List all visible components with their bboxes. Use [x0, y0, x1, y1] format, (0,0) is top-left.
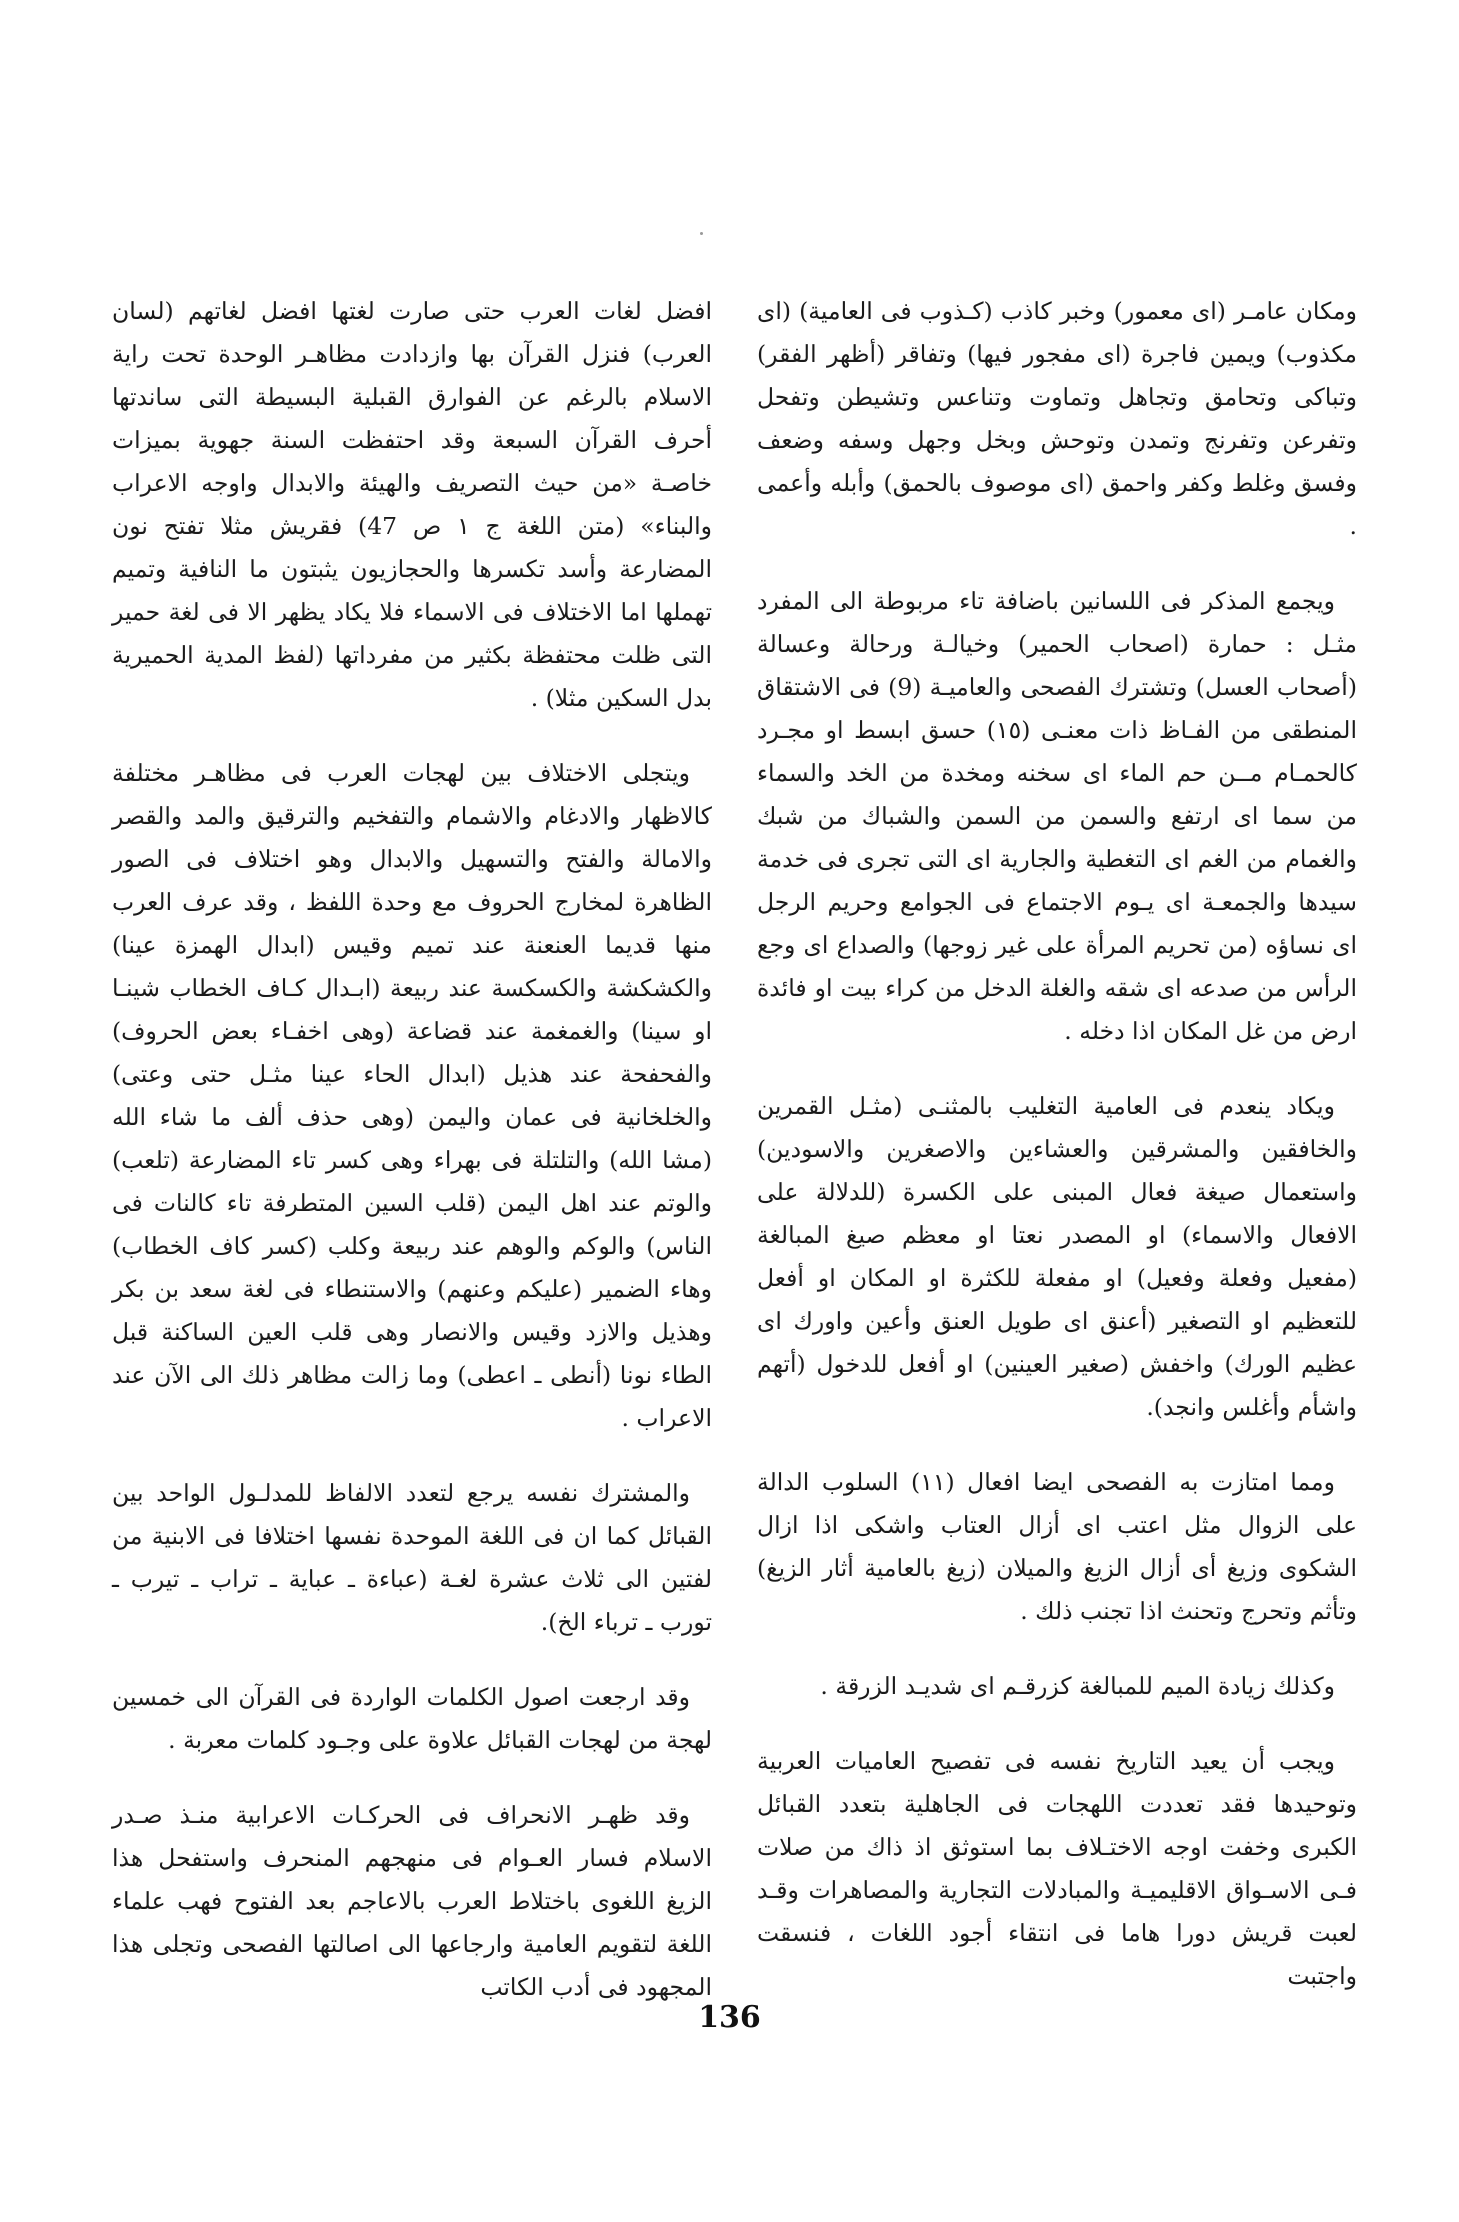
left-paragraph-3: والمشترك نفسه يرجع لتعدد الالفاظ للمدلـول الواحد بين القبائل كما ان فى اللغة الموحدة نفسها اختلافا فى الابنية من لفتين الى ثلاث عشرة لغـة (عباءة ـ عباية ـ تراب ـ تيرب ـ تورب ـ ترباء الخ). — [112, 1479, 712, 1636]
scan-speck — [700, 232, 703, 235]
right-paragraph-5: وكذلك زيادة الميم للمبالغة كزرقـم اى شديـد الزرقة . — [820, 1672, 1335, 1700]
left-paragraph-2: ويتجلى الاختلاف بين لهجات العرب فى مظاهـر مختلفة كالاظهار والادغام والاشمام والتفخيم والترقيق والمد والقصر والامالة والفتح والتسهيل والابدال وهو اختلاف فى الصور الظاهرة لمخارج الحروف مع وحدة اللفظ ، وقد عرف العرب منها قديما العنعنة عند تميم وقيس (ابدال الهمزة عينا) والكشكشة والكسكسة عند ربيعة (ابـدال كـاف الخطاب شينـا او سينا) والغمغمة عند قضاعة (وهى اخفـاء بعض الحروف) والفحفحة عند هذيل (ابدال الحاء عينا مثـل حتى وعتى) والخلخانية فى عمان واليمن (وهى حذف ألف ما شاء الله (مشا الله) والتلتلة فى بهراء وهى كسر تاء المضارعة (تلعب) والوتم عند اهل اليمن (قلب السين المتطرفة تاء كالنات فى الناس) والوكم والوهم عند ربيعة وكلب (كسر كاف الخطاب) وهاء الضمير (عليكم وعنهم) والاستنطاء فى لغة سعد بن بكر وهذيل والازد وقيس والانصار وهى قلب العين الساكنة قبل الطاء نونا (أنطى ـ اعطى) وما زالت مظاهر ذلك الى الآن عند الاعراب . — [112, 759, 712, 1432]
page-number: 136 — [698, 2000, 761, 2035]
right-paragraph-2: ويجمع المذكر فى اللسانين باضافة تاء مربوطة الى المفرد مثـل : حمارة (اصحاب الحمير) وخيالـة ورحالة وعسالة (أصحاب العسل) وتشترك الفصحى والعاميـة (9) فى الاشتقاق المنطقى من الفـاظ ذات معنـى (١٥) حسق ابسط او مجـرد كالحمـام مــن حم الماء اى سخنه ومخدة من الخد والسماء من سما اى ارتفع والسمن من السمن والشباك من شبك والغمام من الغم اى التغطية والجارية اى التى تجرى فى خدمة سيدها والجمعـة اى يـوم الاجتماع فى الجوامع وحريم الرجل اى نساؤه (من تحريم المرأة على غير زوجها) والصداع اى وجع الرأس من صدعه اى شقه والغلة الدخل من كراء بيت او فائدة ارض من غل المكان اذا دخله . — [757, 587, 1357, 1045]
right-paragraph-3: ويكاد ينعدم فى العامية التغليب بالمثنـى (مثـل القمرين والخافقين والمشرقين والعشاءين والاصغرين والاسودين) واستعمال صيغة فعال المبنى على الكسرة (للدلالة على الافعال والاسماء) او المصدر نعتا او معظم صيغ المبالغة (مفعيل وفعلة وفعيل) او مفعلة للكثرة او المكان او أفعل للتعظيم او التصغير (أعنق اى طويل العنق وأعين واورك اى عظيم الورك) واخفش (صغير العينين) او أفعل للدخول (أتهم واشأم وأغلس وانجد). — [757, 1092, 1357, 1421]
right-paragraph-4: ومما امتازت به الفصحى ايضا افعال (١١) السلوب الدالة على الزوال مثل اعتب اى أزال العتاب واشكى اذا ازال الشكوى وزيغ أى أزال الزيغ والميلان (زيغ بالعامية أثار الزيغ) وتأثم وتحرج وتحنث اذا تجنب ذلك . — [757, 1468, 1357, 1625]
left-text-column — [112, 290, 712, 2041]
left-paragraph-1: افضل لغات العرب حتى صارت لغتها افضل لغاتهم (لسان العرب) فنزل القرآن بها وازدادت مظاهـر الوحدة تحت راية الاسلام بالرغم عن الفوارق القبلية البسيطة التى ساندتها أحرف القرآن السبعة وقد احتفظت السنة جهوية بميزات خاصـة «من حيث التصريف والهيئة والابدال واوجه الاعراب والبناء» (متن اللغة ج ١ ص 47) فقريش مثلا تفتح نون المضارعة وأسد تكسرها والحجازيون يثبتون ما النافية وتميم تهملها اما الاختلاف فى الاسماء فلا يكاد يظهر الا فى لغة حمير التى ظلت محتفظة بكثير من مفرداتها (لفظ المدية الحميرية بدل السكين مثلا) . — [112, 297, 713, 712]
right-paragraph-1: ومكان عامـر (اى معمور) وخبر كاذب (كـذوب فى العامية) (اى مكذوب) ويمين فاجرة (اى مفجور فيها) وتفاقر (أظهر الفقر) وتباكى وتحامق وتجاهل وتماوت وتناعس وتشيطن وتفحل وتفرعن وتفرنج وتمدن وتوحش وبخل وجهل وسفه وضعف وفسق وغلط وكفر واحمق (اى موصوف بالحمق) وأبله وأعمى . — [757, 297, 1357, 540]
right-text-column — [757, 290, 1357, 2030]
left-paragraph-4: وقد ارجعت اصول الكلمات الواردة فى القرآن الى خمسين لهجة من لهجات القبائل علاوة على وجـود كلمات معربة . — [112, 1683, 712, 1754]
right-paragraph-6: ويجب أن يعيد التاريخ نفسه فى تفصيح العاميات العربية وتوحيدها فقد تعددت اللهجات فى الجاهلية بتعدد القبائل الكبرى وخفت اوجه الاختـلاف بما استوثق اذ ذاك من صلات فـى الاسـواق الاقليميـة والمبادلات التجارية والمصاهرات وقـد لعبت قريش دورا هاما فى انتقاء أجود اللغات ، فنسقت واجتبت — [757, 1747, 1357, 1990]
left-paragraph-5: وقد ظهـر الانحراف فى الحركـات الاعرابية منـذ صـدر الاسلام فسار العـوام فى منهجهم المنحرف واستفحل هذا الزيغ اللغوى باختلاط العرب بالاعاجم بعد الفتوح فهب علماء اللغة لتقويم العامية وارجاعها الى اصالتها الفصحى وتجلى هذا المجهود فى أدب الكاتب — [112, 1801, 712, 2001]
